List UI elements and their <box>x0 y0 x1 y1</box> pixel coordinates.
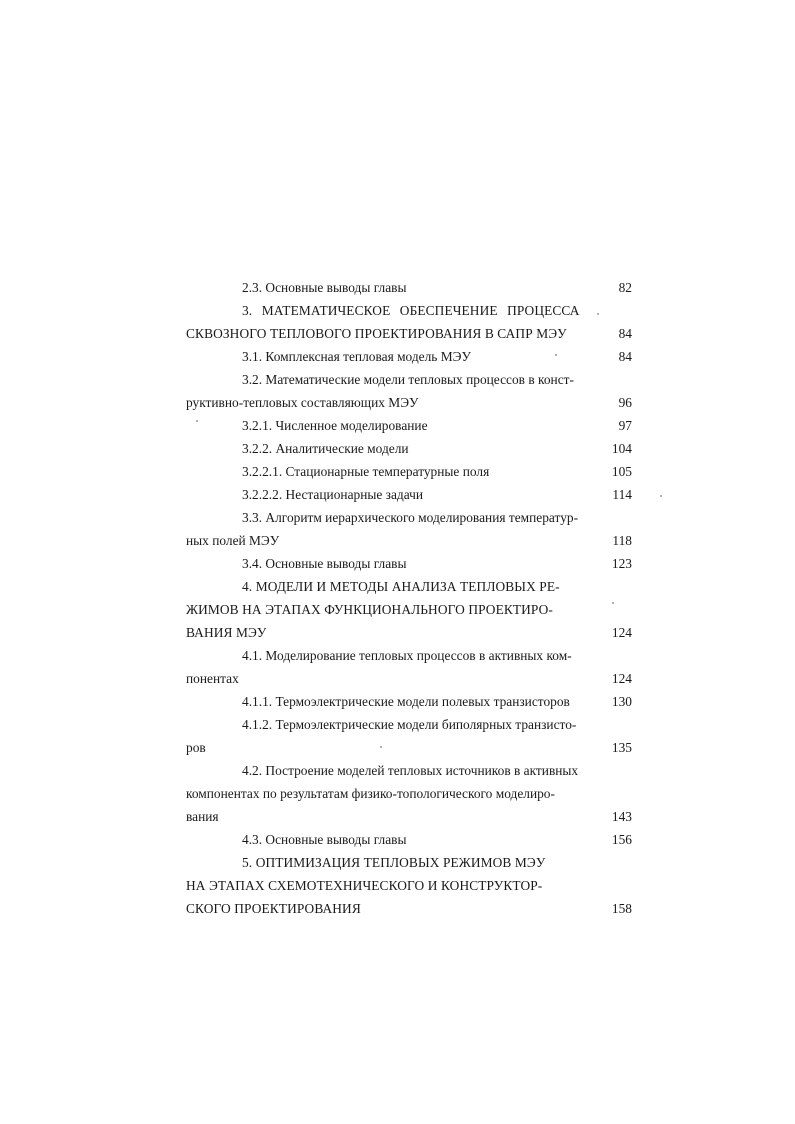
toc-entry-title: ВАНИЯ МЭУ <box>186 625 267 640</box>
toc-entry-title: 5. ОПТИМИЗАЦИЯ ТЕПЛОВЫХ РЕЖИМОВ МЭУ <box>242 855 546 870</box>
toc-entry-title: 3.2.1. Численное моделирование <box>242 418 428 433</box>
toc-entry-title: 4. МОДЕЛИ И МЕТОДЫ АНАЛИЗА ТЕПЛОВЫХ РЕ- <box>242 579 560 594</box>
scan-speck <box>555 354 557 356</box>
toc-entry-title: ных полей МЭУ <box>186 533 280 548</box>
toc-entry-page: 156 <box>611 832 632 847</box>
toc-entry <box>186 736 636 759</box>
toc-entry <box>186 828 636 851</box>
toc-entry-title: 3.2.2.1. Стационарные температурные поля <box>242 464 490 479</box>
toc-entry-title: руктивно-тепловых составляющих МЭУ <box>186 395 419 410</box>
toc-entry-title: 3.2.2.2. Нестационарные задачи <box>242 487 424 502</box>
scan-speck <box>660 495 662 497</box>
toc-entry <box>186 552 636 575</box>
toc-entry <box>186 644 636 667</box>
toc-entry-page: 124 <box>611 671 632 686</box>
toc-entry-page: 82 <box>618 280 632 295</box>
toc-chapter-heading <box>186 874 636 897</box>
toc-entry <box>186 276 636 299</box>
toc-entry <box>186 368 636 391</box>
toc-entry-title: компонентах по результатам физико-топологического моделиро- <box>186 786 555 801</box>
scan-speck <box>196 420 198 422</box>
toc-entry-title: ЖИМОВ НА ЭТАПАХ ФУНКЦИОНАЛЬНОГО ПРОЕКТИРО- <box>186 602 553 617</box>
toc-entry <box>186 414 636 437</box>
toc-entry-page: 124 <box>611 625 632 640</box>
toc-entry-page: 84 <box>618 349 632 364</box>
toc-entry-page: 123 <box>611 556 632 571</box>
toc-entry-title: 3.2.2. Аналитические модели <box>242 441 409 456</box>
toc-entry-title: 2.3. Основные выводы главы <box>242 280 407 295</box>
toc-entry-page: 104 <box>611 441 632 456</box>
toc-entry <box>186 483 636 506</box>
toc-entry-title: ров <box>186 740 206 755</box>
toc-entry <box>186 529 636 552</box>
toc-entry-title: понентах <box>186 671 239 686</box>
toc-chapter-heading <box>186 851 636 874</box>
toc-entry-title: СКОГО ПРОЕКТИРОВАНИЯ <box>186 901 361 916</box>
toc-entry <box>186 437 636 460</box>
toc-entry-title: 3. МАТЕМАТИЧЕСКОЕ ОБЕСПЕЧЕНИЕ ПРОЦЕССА <box>242 303 580 318</box>
scan-speck <box>612 602 614 604</box>
toc-entry-title: СКВОЗНОГО ТЕПЛОВОГО ПРОЕКТИРОВАНИЯ В САПР МЭУ <box>186 326 567 341</box>
toc-entry <box>186 805 636 828</box>
toc-entry-title: 4.3. Основные выводы главы <box>242 832 407 847</box>
toc-entry-title: 4.2. Построение моделей тепловых источников в активных <box>242 763 579 778</box>
toc-entry <box>186 345 636 368</box>
toc-entry-page: 130 <box>611 694 632 709</box>
toc-entry-title: 4.1. Моделирование тепловых процессов в активных ком- <box>242 648 572 663</box>
table-of-contents <box>186 276 636 920</box>
toc-entry <box>186 391 636 414</box>
toc-entry-title: 3.4. Основные выводы главы <box>242 556 407 571</box>
toc-entry <box>186 690 636 713</box>
scan-speck <box>597 313 599 315</box>
toc-entry-page: 105 <box>611 464 632 479</box>
toc-chapter-heading <box>186 299 636 322</box>
toc-entry <box>186 506 636 529</box>
toc-chapter-heading <box>186 621 636 644</box>
toc-entry-page: 96 <box>618 395 632 410</box>
toc-chapter-heading <box>186 598 636 621</box>
toc-entry-page: 158 <box>611 901 632 916</box>
toc-chapter-heading <box>186 322 636 345</box>
toc-entry-title: 4.1.2. Термоэлектрические модели биполярных транзисто- <box>242 717 577 732</box>
toc-entry-page: 84 <box>618 326 632 341</box>
toc-entry-page: 97 <box>618 418 632 433</box>
toc-entry-page: 118 <box>612 533 632 548</box>
toc-entry <box>186 667 636 690</box>
toc-entry <box>186 782 636 805</box>
toc-entry-title: 3.2. Математические модели тепловых процессов в конст- <box>242 372 574 387</box>
toc-entry-title: НА ЭТАПАХ СХЕМОТЕХНИЧЕСКОГО И КОНСТРУКТОР- <box>186 878 543 893</box>
toc-chapter-heading <box>186 897 636 920</box>
toc-chapter-heading <box>186 575 636 598</box>
toc-entry-page: 114 <box>612 487 632 502</box>
toc-entry-title: 3.1. Комплексная тепловая модель МЭУ <box>242 349 471 364</box>
toc-entry-title: вания <box>186 809 219 824</box>
toc-entry-page: 135 <box>611 740 632 755</box>
toc-entry-title: 4.1.1. Термоэлектрические модели полевых транзисторов <box>242 694 570 709</box>
scan-speck <box>380 746 382 748</box>
toc-entry <box>186 759 636 782</box>
toc-entry <box>186 460 636 483</box>
toc-entry-page: 143 <box>611 809 632 824</box>
toc-entry <box>186 713 636 736</box>
toc-entry-title: 3.3. Алгоритм иерархического моделирования температур- <box>242 510 579 525</box>
